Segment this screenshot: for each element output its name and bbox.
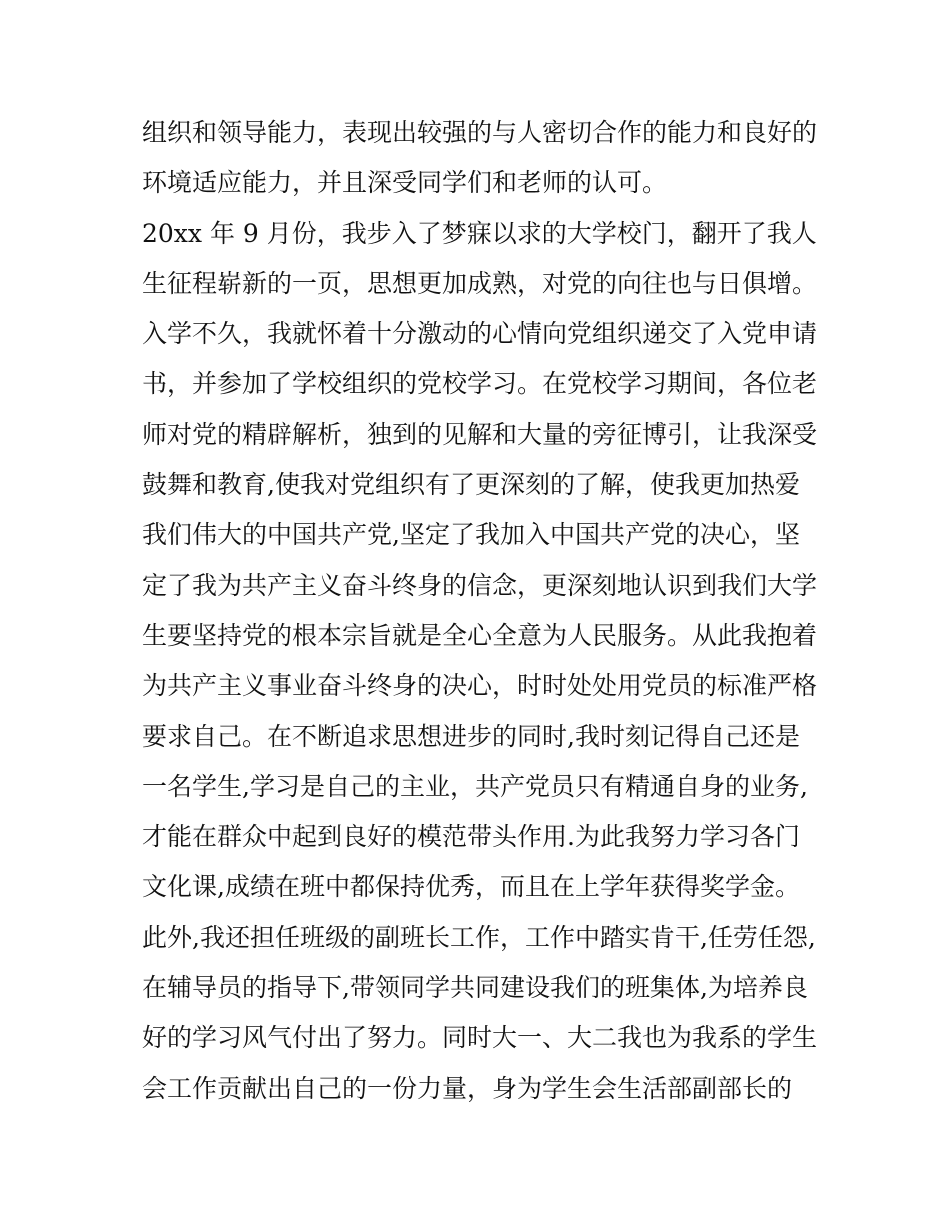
text-line: 鼓舞和教育,使我对党组织有了更深刻的了解，使我更加热爱 bbox=[142, 470, 800, 500]
text-line: 生要坚持党的根本宗旨就是全心全意为人民服务。从此我抱着 bbox=[142, 620, 818, 650]
text-line: 一名学生,学习是自己的主业，共产党员只有精通自身的业务, bbox=[142, 771, 808, 801]
text-line: 文化课,成绩在班中都保持优秀，而且在上学年获得奖学金。 bbox=[142, 872, 800, 902]
text-line: 生征程崭新的一页，思想更加成熟，对党的向往也与日俱增。 bbox=[142, 268, 818, 298]
text-line: 定了我为共产主义奋斗终身的信念，更深刻地认识到我们大学 bbox=[142, 570, 818, 600]
text-line: 要求自己。在不断追求思想进步的同时,我时刻记得自己还是 bbox=[142, 721, 800, 751]
text-line: 我们伟大的中国共产党,坚定了我加入中国共产党的决心，坚 bbox=[142, 520, 800, 550]
text-line: 会工作贡献出自己的一份力量，身为学生会生活部副部长的 bbox=[142, 1073, 793, 1103]
body-text bbox=[142, 108, 822, 1114]
text-line: 好的学习风气付出了努力。同时大一、大二我也为我系的学生 bbox=[142, 1023, 818, 1053]
text-line: 此外,我还担任班级的副班长工作，工作中踏实肯干,任劳任怨, bbox=[142, 922, 816, 952]
text-line: 书，并参加了学校组织的党校学习。在党校学习期间，各位老 bbox=[142, 369, 818, 399]
text-line: 师对党的精辟解析，独到的见解和大量的旁征博引，让我深受 bbox=[142, 419, 818, 449]
text-line: 才能在群众中起到良好的模范带头作用.为此我努力学习各门 bbox=[142, 822, 800, 852]
text-line: 组织和领导能力，表现出较强的与人密切合作的能力和良好的 bbox=[142, 118, 818, 147]
text-line: 为共产主义事业奋斗终身的决心，时时处处用党员的标准严格 bbox=[142, 671, 818, 701]
text-line: 在辅导员的指导下,带领同学共同建设我们的班集体,为培养良 bbox=[142, 973, 808, 1003]
text-line: 环境适应能力，并且深受同学们和老师的认可。 bbox=[142, 168, 668, 198]
text-line: 20xx 年 9 月份，我步入了梦寐以求的大学校门，翻开了我人 bbox=[142, 218, 817, 248]
text-line: 入学不久，我就怀着十分激动的心情向党组织递交了入党申请 bbox=[142, 319, 818, 349]
